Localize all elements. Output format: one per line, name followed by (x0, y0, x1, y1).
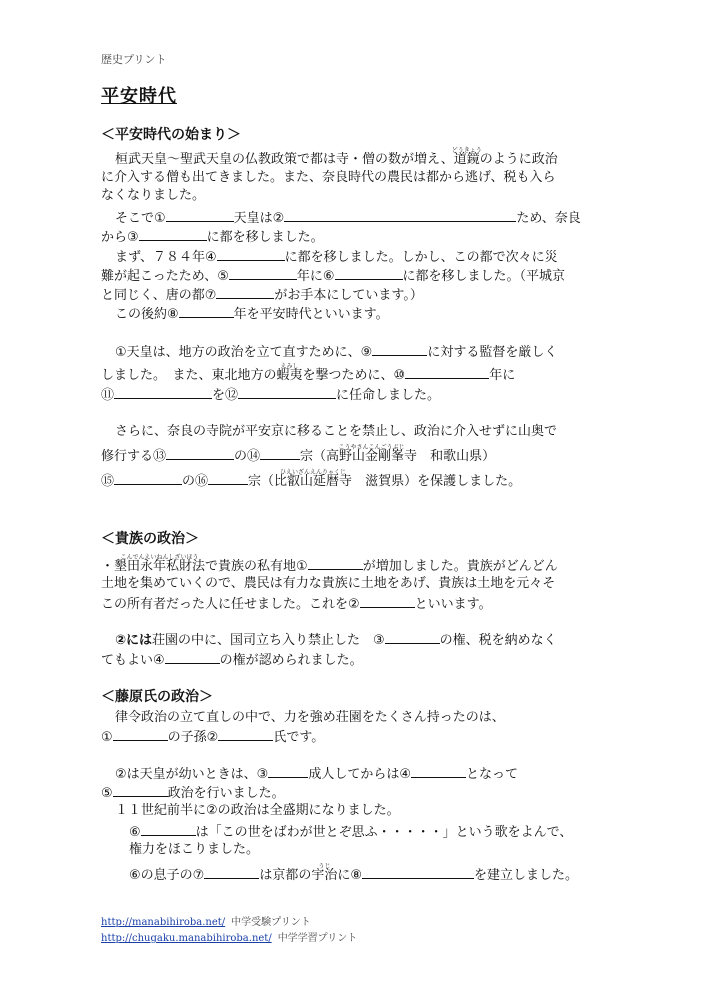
answer-blank-8[interactable] (179, 305, 234, 318)
text-segment: 成人してからは④ (308, 767, 411, 782)
ruby-word (311, 863, 338, 884)
text-segment: と同じく、唐の都⑦ (101, 288, 217, 303)
text-segment: 和歌山県） (417, 449, 496, 464)
answer-blank-10[interactable] (405, 366, 489, 379)
answer-blank-s3-4[interactable] (411, 765, 466, 778)
page-title: 平安時代 (101, 86, 177, 107)
answer-blank-2[interactable] (284, 209, 516, 222)
answer-blank-3[interactable] (139, 228, 207, 241)
text-segment: 氏です。 (273, 730, 325, 745)
text-segment: を撃つために、⑩ (302, 368, 406, 383)
ruby-base: 蝦夷 (276, 368, 303, 383)
text-line (115, 248, 558, 266)
text-segment: で貴族の私有地① (205, 559, 308, 574)
text-segment: といいます。 (414, 597, 492, 612)
text-segment: この後約⑧ (115, 307, 179, 322)
text-line (115, 305, 389, 323)
ruby-base: 比叡山延暦寺 (274, 474, 353, 489)
text-segment: の権、税を納めなく (439, 633, 557, 648)
text-line: さらに、奈良の寺院が平安京に移ることを禁止し、政治に介入せずに山奥で (115, 424, 558, 439)
text-segment: に都を移しました。しかし、この都で次々に災 (284, 250, 558, 265)
text-line (115, 765, 518, 783)
answer-blank-9[interactable] (372, 343, 427, 356)
text-segment: は京都の (259, 868, 312, 883)
text-segment: の子孫② (167, 730, 219, 745)
ruby-reading: うじ (318, 863, 331, 870)
text-line: 土地を集めていくので、農民は有力な貴族に土地をあげ、貴族は土地を元々そ (101, 576, 556, 591)
text-segment: ⑮ (101, 474, 115, 489)
text-line (101, 595, 492, 613)
text-line (101, 469, 522, 490)
text-line (115, 631, 557, 649)
text-segment: ⑤ (101, 786, 113, 801)
answer-blank-s2-3[interactable] (385, 631, 440, 644)
text-segment: まず、７８４年④ (115, 250, 217, 265)
text-line: なくなりました。 (101, 188, 206, 203)
ruby-word (276, 363, 303, 384)
ruby-base: 高野山金剛峯寺 (326, 449, 418, 464)
text-segment: 宗（ (248, 474, 275, 489)
text-line (115, 343, 557, 361)
ruby-reading: どうきょう (451, 147, 482, 154)
text-segment: の⑭ (234, 449, 261, 464)
text-segment: のように政治 (479, 152, 558, 167)
answer-blank-s2-2[interactable] (360, 595, 415, 608)
text-segment: 難が起こったため、⑤ (101, 269, 229, 284)
answer-blank-5[interactable] (229, 267, 297, 280)
ruby-word (326, 444, 418, 465)
answer-blank-s3-8[interactable] (362, 866, 474, 879)
text-segment: ①天皇は、地方の政治を立て直すために、⑨ (115, 345, 373, 360)
footer-text-2: 中学学習プリント (277, 933, 358, 944)
manabihiroba-link[interactable]: http://manabihiroba.net/ (101, 917, 226, 928)
answer-blank-s3-6[interactable] (141, 823, 196, 836)
text-segment: は「この世をばわが世とぞ思ふ・・・・・」という歌をよんで、 (195, 825, 573, 840)
text-segment: がお手本にしています。） (274, 288, 423, 303)
ruby-base: 道鏡 (453, 152, 480, 167)
text-line (101, 444, 496, 465)
text-line (101, 267, 565, 285)
text-segment: 修行する⑬ (101, 449, 167, 464)
text-line (101, 651, 363, 669)
section-heading-nobility: ＜貴族の政治＞ (101, 531, 199, 547)
text-line (101, 286, 423, 304)
text-segment: ②は天皇が幼いときは、③ (115, 767, 269, 782)
text-segment: この所有者だった人に任せました。これを② (101, 597, 360, 612)
text-segment: ⑥の息子の⑦ (129, 868, 205, 883)
text-segment: 宗（ (300, 449, 327, 464)
text-segment: ⑥ (129, 825, 141, 840)
text-segment: てもよい④ (101, 653, 165, 668)
footer-text-1: 中学受験プリント (231, 917, 311, 928)
text-segment: 桓武天皇～聖武天皇の仏教政策で都は寺・僧の数が増え、 (115, 152, 454, 167)
answer-blank-4[interactable] (217, 248, 285, 261)
answer-blank-s2-1[interactable] (308, 557, 363, 570)
text-line (101, 363, 516, 384)
answer-blank-6[interactable] (335, 267, 403, 280)
print-label: 歴史プリント (101, 53, 167, 66)
answer-blank-11[interactable] (114, 386, 212, 399)
text-segment: ① (101, 730, 113, 745)
answer-blank-s3-2[interactable] (218, 728, 273, 741)
footer-line-1 (101, 913, 311, 928)
text-line (115, 147, 558, 168)
answer-blank-s3-3[interactable] (268, 765, 308, 778)
text-line: １１世紀前半に②の政治は全盛期になりました。 (115, 803, 400, 818)
text-segment: 年に (489, 368, 516, 383)
answer-blank-7[interactable] (216, 286, 274, 299)
text-segment: に⑧ (337, 868, 362, 883)
answer-blank-s3-1[interactable] (113, 728, 168, 741)
text-segment: そこで① (115, 211, 166, 226)
text-line: 律令政治の立て直しの中で、力を強め荘園をたくさん持ったのは、 (115, 710, 505, 725)
ruby-word (114, 554, 206, 575)
text-line (101, 554, 558, 575)
answer-blank-s3-5[interactable] (113, 784, 168, 797)
text-line (101, 728, 324, 746)
text-segment: から③ (101, 230, 139, 245)
text-segment: の⑯ (182, 474, 209, 489)
answer-blank-12[interactable] (238, 386, 336, 399)
text-segment: に対する監督を厳しく (427, 345, 558, 360)
text-line: 権力をほこりました。 (129, 842, 260, 857)
ruby-reading: えみし (280, 363, 299, 370)
text-segment: 滋賀県）を保護しました。 (352, 474, 522, 489)
text-segment: に任命しました。 (336, 388, 441, 403)
text-segment: ・ (101, 559, 115, 574)
text-segment: しました。 また、東北地方の (101, 368, 277, 383)
text-line (101, 386, 440, 404)
answer-blank-15[interactable] (114, 472, 182, 485)
footer-line-2 (101, 929, 357, 944)
text-segment: に都を移しました。 (206, 230, 324, 245)
text-segment: ②には (115, 633, 153, 648)
ruby-word (274, 469, 353, 490)
chugaku-link[interactable]: http://chugaku.manabihiroba.net/ (101, 933, 272, 944)
ruby-reading: ひえいざんえんりゃくじ (280, 469, 347, 476)
text-segment: が増加しました。貴族がどんどん (362, 559, 558, 574)
ruby-reading: こうやさんこんごうぶじ (338, 444, 405, 451)
section-heading-fujiwara: ＜藤原氏の政治＞ (101, 689, 213, 705)
text-segment: ⑪ (101, 388, 115, 403)
text-segment: 荘園の中に、国司立ち入り禁止した ③ (152, 633, 385, 648)
text-segment: 年を平安時代といいます。 (233, 307, 389, 322)
answer-blank-14[interactable] (260, 447, 300, 460)
text-line (129, 863, 579, 884)
answer-blank-16[interactable] (208, 472, 248, 485)
answer-blank-13[interactable] (166, 447, 234, 460)
text-segment: ため、奈良 (516, 211, 581, 226)
answer-blank-1[interactable] (166, 209, 234, 222)
text-segment: 天皇は② (233, 211, 285, 226)
answer-blank-s2-4[interactable] (165, 651, 220, 664)
ruby-base: 墾田永年私財法 (114, 559, 206, 574)
answer-blank-s3-7[interactable] (204, 866, 259, 879)
text-line: に介入する僧も出てきました。また、奈良時代の農民は都から逃げ、税も入ら (101, 170, 556, 185)
text-segment: 年に⑥ (296, 269, 335, 284)
text-line (115, 209, 581, 227)
text-line (101, 228, 324, 246)
text-segment: の権が認められました。 (219, 653, 363, 668)
ruby-reading: こんでんえいねんしざいほう (120, 554, 199, 561)
text-line (129, 823, 572, 841)
text-line (101, 784, 285, 802)
text-segment: となって (465, 767, 518, 782)
ruby-word (451, 147, 482, 168)
ruby-base: 宇治 (311, 868, 338, 883)
text-segment: に都を移しました。（平城京 (402, 269, 566, 284)
text-segment: を建立しました。 (474, 868, 579, 883)
section-heading-heian-start: ＜平安時代の始まり＞ (101, 127, 241, 143)
text-segment: 政治を行いました。 (167, 786, 285, 801)
text-segment: を⑫ (212, 388, 239, 403)
